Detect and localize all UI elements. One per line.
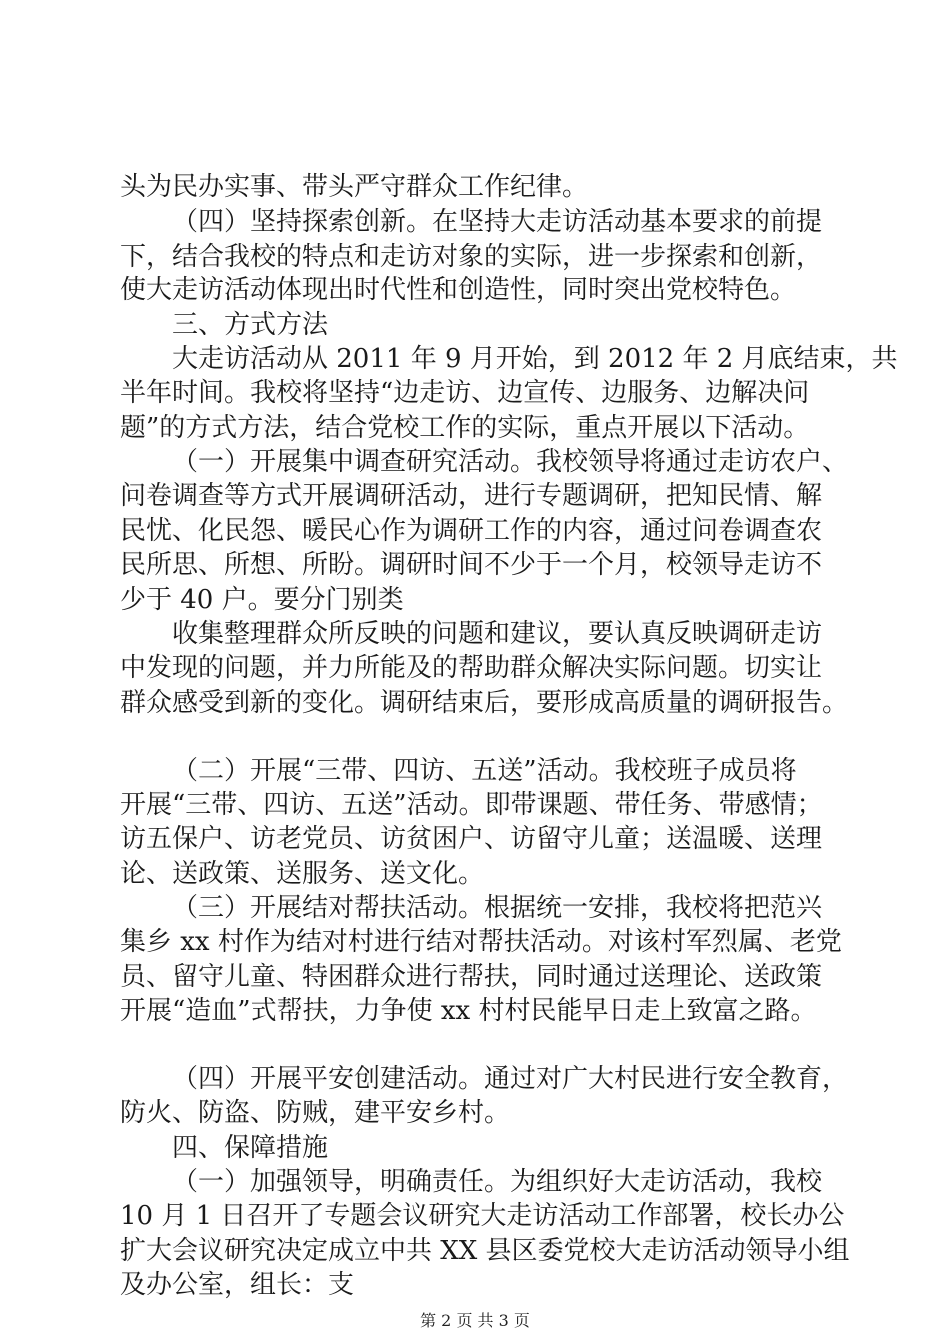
text-line: 员、留守儿童、特困群众进行帮扶，同时通过送理论、送政策 xyxy=(120,962,823,992)
text-line: 大走访活动从 2011 年 9 月开始，到 2012 年 2 月底结束，共 xyxy=(172,344,898,374)
text-line: 群众感受到新的变化。调研结束后，要形成高质量的调研报告。 xyxy=(120,688,849,718)
text-line: （四）坚持探索创新。在坚持大走访活动基本要求的前提 xyxy=(172,207,823,237)
text-line: 防火、防盗、防贼，建平安乡村。 xyxy=(120,1098,511,1128)
section-heading: 三、方式方法 xyxy=(172,310,329,340)
text-line: （二）开展“三带、四访、五送”活动。我校班子成员将 xyxy=(172,756,797,786)
text-line: （三）开展结对帮扶活动。根据统一安排，我校将把范兴 xyxy=(172,893,823,923)
text-line: 集乡 xx 村作为结对村进行结对帮扶活动。对该村军烈属、老党 xyxy=(120,927,842,957)
text-line: 收集整理群众所反映的问题和建议，要认真反映调研走访 xyxy=(172,619,823,649)
text-line: 扩大会议研究决定成立中共 XX 县区委党校大走访活动领导小组 xyxy=(120,1236,850,1266)
text-line: 中发现的问题，并力所能及的帮助群众解决实际问题。切实让 xyxy=(120,653,823,683)
page-number-footer: 第 2 页 共 3 页 xyxy=(420,1311,530,1330)
text-line: 问卷调查等方式开展调研活动，进行专题调研，把知民情、解 xyxy=(120,481,823,511)
text-line: 民忧、化民怨、暖民心作为调研工作的内容，通过问卷调查农 xyxy=(120,516,823,546)
text-line: 使大走访活动体现出时代性和创造性，同时突出党校特色。 xyxy=(120,275,797,305)
text-line: 开展“造血”式帮扶，力争使 xx 村村民能早日走上致富之路。 xyxy=(120,996,817,1026)
text-line: 论、送政策、送服务、送文化。 xyxy=(120,859,485,889)
text-line: （一）开展集中调查研究活动。我校领导将通过走访农户、 xyxy=(172,447,849,477)
text-line: 民所思、所想、所盼。调研时间不少于一个月，校领导走访不 xyxy=(120,550,823,580)
text-line: 及办公室，组长：支 xyxy=(120,1270,355,1300)
section-heading: 四、保障措施 xyxy=(172,1133,329,1163)
text-line: 少于 40 户。要分门别类 xyxy=(120,585,404,615)
text-line: （四）开展平安创建活动。通过对广大村民进行安全教育， xyxy=(172,1064,849,1094)
text-line: 下，结合我校的特点和走访对象的实际，进一步探索和创新， xyxy=(120,242,823,272)
text-line: 题”的方式方法，结合党校工作的实际，重点开展以下活动。 xyxy=(120,413,810,443)
text-line: 半年时间。我校将坚持“边走访、边宣传、边服务、边解决问 xyxy=(120,378,810,408)
text-line: 10 月 1 日召开了专题会议研究大走访活动工作部署，校长办公 xyxy=(120,1201,845,1231)
text-line: （一）加强领导，明确责任。为组织好大走访活动，我校 xyxy=(172,1167,823,1197)
text-line: 访五保户、访老党员、访贫困户、访留守儿童；送温暖、送理 xyxy=(120,824,823,854)
text-line: 开展“三带、四访、五送”活动。即带课题、带任务、带感情； xyxy=(120,790,823,820)
text-line: 头为民办实事、带头严守群众工作纪律。 xyxy=(120,172,589,202)
